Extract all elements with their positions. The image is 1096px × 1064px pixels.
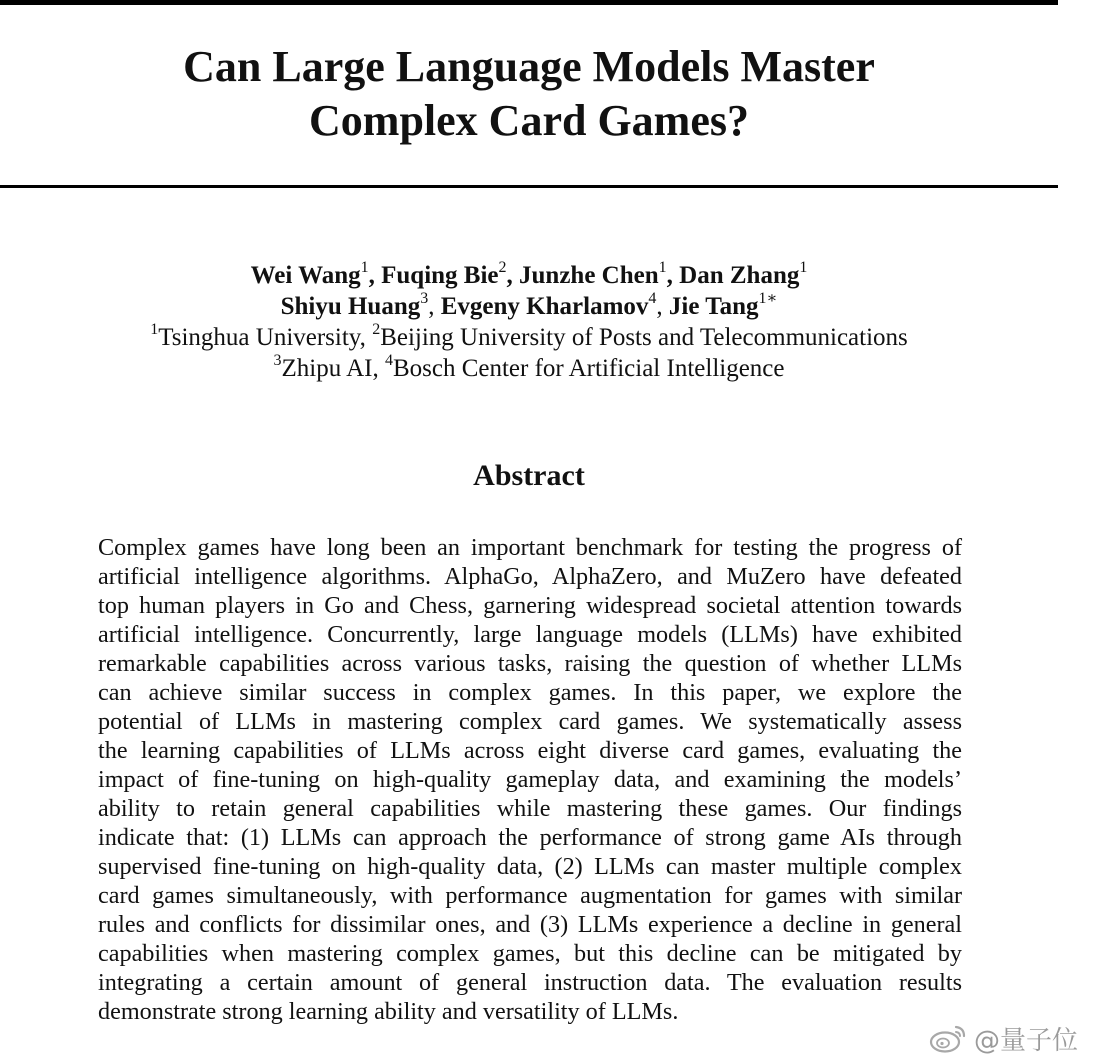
abstract-line: integrating a certain amount of general instruction data. The evaluation results — [98, 969, 962, 996]
affiliation-name: Beijing University of Posts and Telecommunications — [380, 324, 908, 351]
author-name: Fuqing Bie — [381, 262, 499, 289]
abstract-line: the learning capabilities of LLMs across eight diverse card games, evaluating the — [98, 737, 962, 764]
abstract-line: top human players in Go and Chess, garnering widespread societal attention towards — [98, 592, 962, 619]
watermark — [928, 1018, 1078, 1058]
abstract-line: remarkable capabilities across various tasks, raising the question of whether LLMs — [98, 650, 962, 677]
author-affiliation-mark: 1 — [799, 258, 808, 276]
affiliation-line-1 — [0, 322, 1058, 353]
author-name: Jie Tang — [668, 293, 759, 320]
abstract-line: artificial intelligence algorithms. AlphaGo, AlphaZero, and MuZero have defeated — [98, 563, 962, 590]
author-block — [0, 260, 1058, 384]
affiliation-mark: 4 — [384, 351, 393, 369]
affiliation-mark: 1 — [150, 320, 159, 338]
affiliation-name: Bosch Center for Artificial Intelligence — [392, 355, 785, 382]
author-name: Wei Wang — [250, 262, 361, 289]
abstract-line: impact of fine-tuning on high-quality gameplay data, and examining the models’ — [98, 766, 962, 793]
author-affiliation-mark: 1 — [658, 258, 667, 276]
abstract-heading: Abstract — [473, 459, 585, 492]
abstract-line: can achieve similar success in complex games. In this paper, we explore the — [98, 679, 962, 706]
author-name: Shiyu Huang — [280, 293, 421, 320]
abstract-line: supervised fine-tuning on high-quality data, (2) LLMs can master multiple complex — [98, 853, 962, 880]
affiliation-name: Tsinghua University, — [158, 324, 373, 351]
affiliation-name: Zhipu AI, — [281, 355, 385, 382]
author-affiliation-mark: 1∗ — [758, 289, 778, 307]
paper-title-line-2: Complex Card Games? — [309, 96, 749, 145]
abstract-line: potential of LLMs in mastering complex card games. We systematically assess — [98, 708, 962, 735]
affiliation-mark: 2 — [372, 320, 381, 338]
author-affiliation-mark: 4 — [648, 289, 657, 307]
abstract-line: ability to retain general capabilities while mastering these games. Our findings — [98, 795, 962, 822]
author-affiliation-mark: 3 — [420, 289, 429, 307]
author-line-1: Wei Wang$^1$, Fuqing Bie$^2$, Junzhe Chen$^1$, Dan Zhang$^1$ — [250, 258, 808, 289]
author-affiliation-mark: 1 — [360, 258, 369, 276]
author-line-2: Shiyu Huang$^3$, Evgeny Kharlamov$^4$, Jie Tang$^{1∗}$ — [280, 289, 778, 320]
author-name: Junzhe Chen — [519, 262, 659, 289]
top-rule — [0, 0, 1058, 5]
paper-title-line-1: Can Large Language Models Master — [183, 42, 875, 91]
abstract-line: card games simultaneously, with performance augmentation for games with similar — [98, 882, 962, 909]
abstract-line: artificial intelligence. Concurrently, large language models (LLMs) have exhibited — [98, 621, 962, 648]
abstract-line: Complex games have long been an important benchmark for testing the progress of — [98, 534, 962, 561]
author-name: Evgeny Kharlamov — [440, 293, 649, 320]
title-bottom-rule — [0, 185, 1058, 188]
abstract-line: rules and conflicts for dissimilar ones, and (3) LLMs experience a decline in general — [98, 911, 962, 938]
affiliation-mark: 3 — [273, 351, 282, 369]
abstract-line: capabilities when mastering complex games, but this decline can be mitigated by — [98, 940, 962, 967]
author-affiliation-mark: 2 — [498, 258, 507, 276]
author-name: Dan Zhang — [679, 262, 800, 289]
weibo-icon — [928, 1022, 968, 1054]
abstract-line: indicate that: (1) LLMs can approach the performance of strong game AIs through — [98, 824, 962, 851]
abstract-line: demonstrate strong learning ability and versatility of LLMs. — [98, 998, 679, 1025]
paper-title — [0, 40, 1058, 148]
watermark-text: @量子位 — [974, 1025, 1079, 1056]
affiliation-line-2 — [0, 353, 1058, 384]
abstract-body — [98, 533, 962, 1026]
